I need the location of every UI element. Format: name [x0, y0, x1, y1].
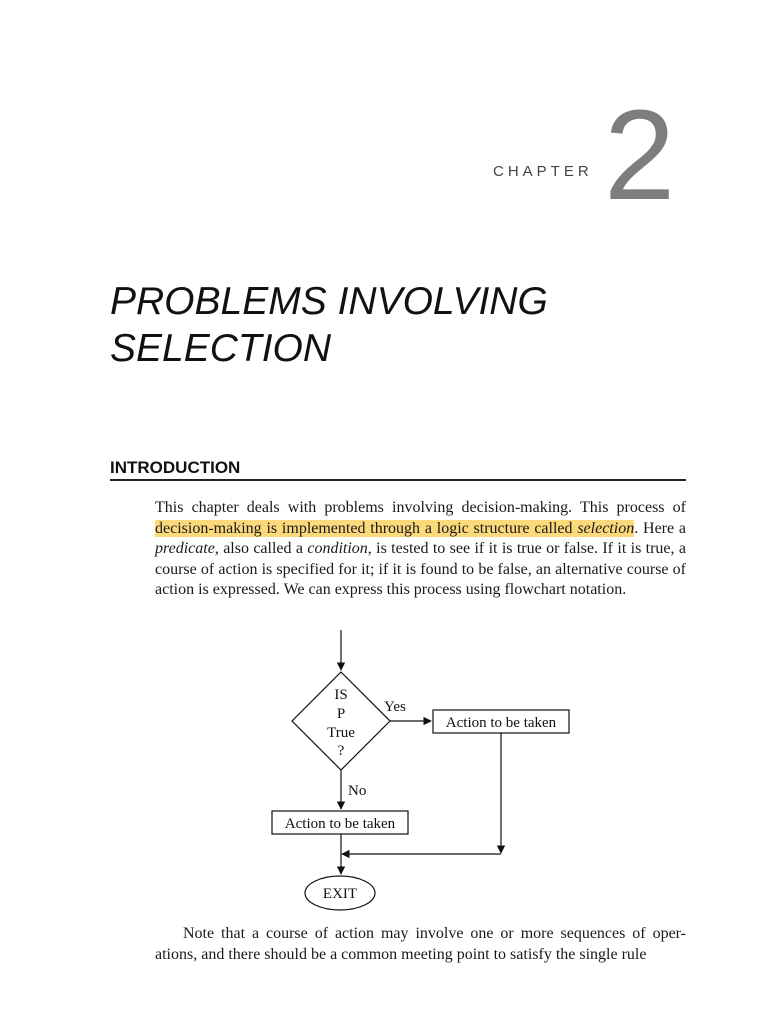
decision-line-2: P: [336, 706, 346, 722]
decision-line-1: IS: [334, 687, 348, 703]
chapter-number: 2: [604, 84, 676, 227]
decision-line-4: ?: [337, 743, 345, 759]
term-predicate: predicate: [155, 540, 215, 557]
chapter-label: CHAPTER: [493, 163, 593, 180]
action-true-label: Action to be taken: [445, 715, 557, 731]
chapter-title-line-2: SELECTION: [110, 327, 332, 370]
intro-text-3: , also called a: [214, 540, 308, 557]
term-condition: condition: [307, 540, 368, 557]
exit-label: EXIT: [322, 886, 358, 902]
intro-text-1: This chapter deals with problems involving decision-making. This process of: [155, 499, 686, 516]
chapter-title-line-1: PROBLEMS INVOLVING: [110, 280, 548, 323]
highlighted-text: decision-making is implemented through a logic structure called: [155, 519, 578, 537]
section-heading: INTRODUCTION: [110, 458, 686, 481]
no-label: No: [348, 783, 367, 799]
highlighted-term-selection: selection: [577, 519, 635, 537]
intro-text-4: , is tested to see if it is true or false. If it is true, a course of action is specified for it; if it is found to be false, an alternative course of action is expressed. We can express this process using flowchart notation.: [155, 540, 686, 598]
intro-text-2: . Here a: [634, 519, 686, 537]
note-paragraph: Note that a course of action may involve one or more sequences of oper-ations, and there should be a common meeting point to satisfy the single rule: [155, 925, 686, 963]
decision-line-3: True: [327, 725, 355, 741]
yes-label: Yes: [384, 699, 406, 715]
action-false-label: Action to be taken: [284, 816, 396, 832]
